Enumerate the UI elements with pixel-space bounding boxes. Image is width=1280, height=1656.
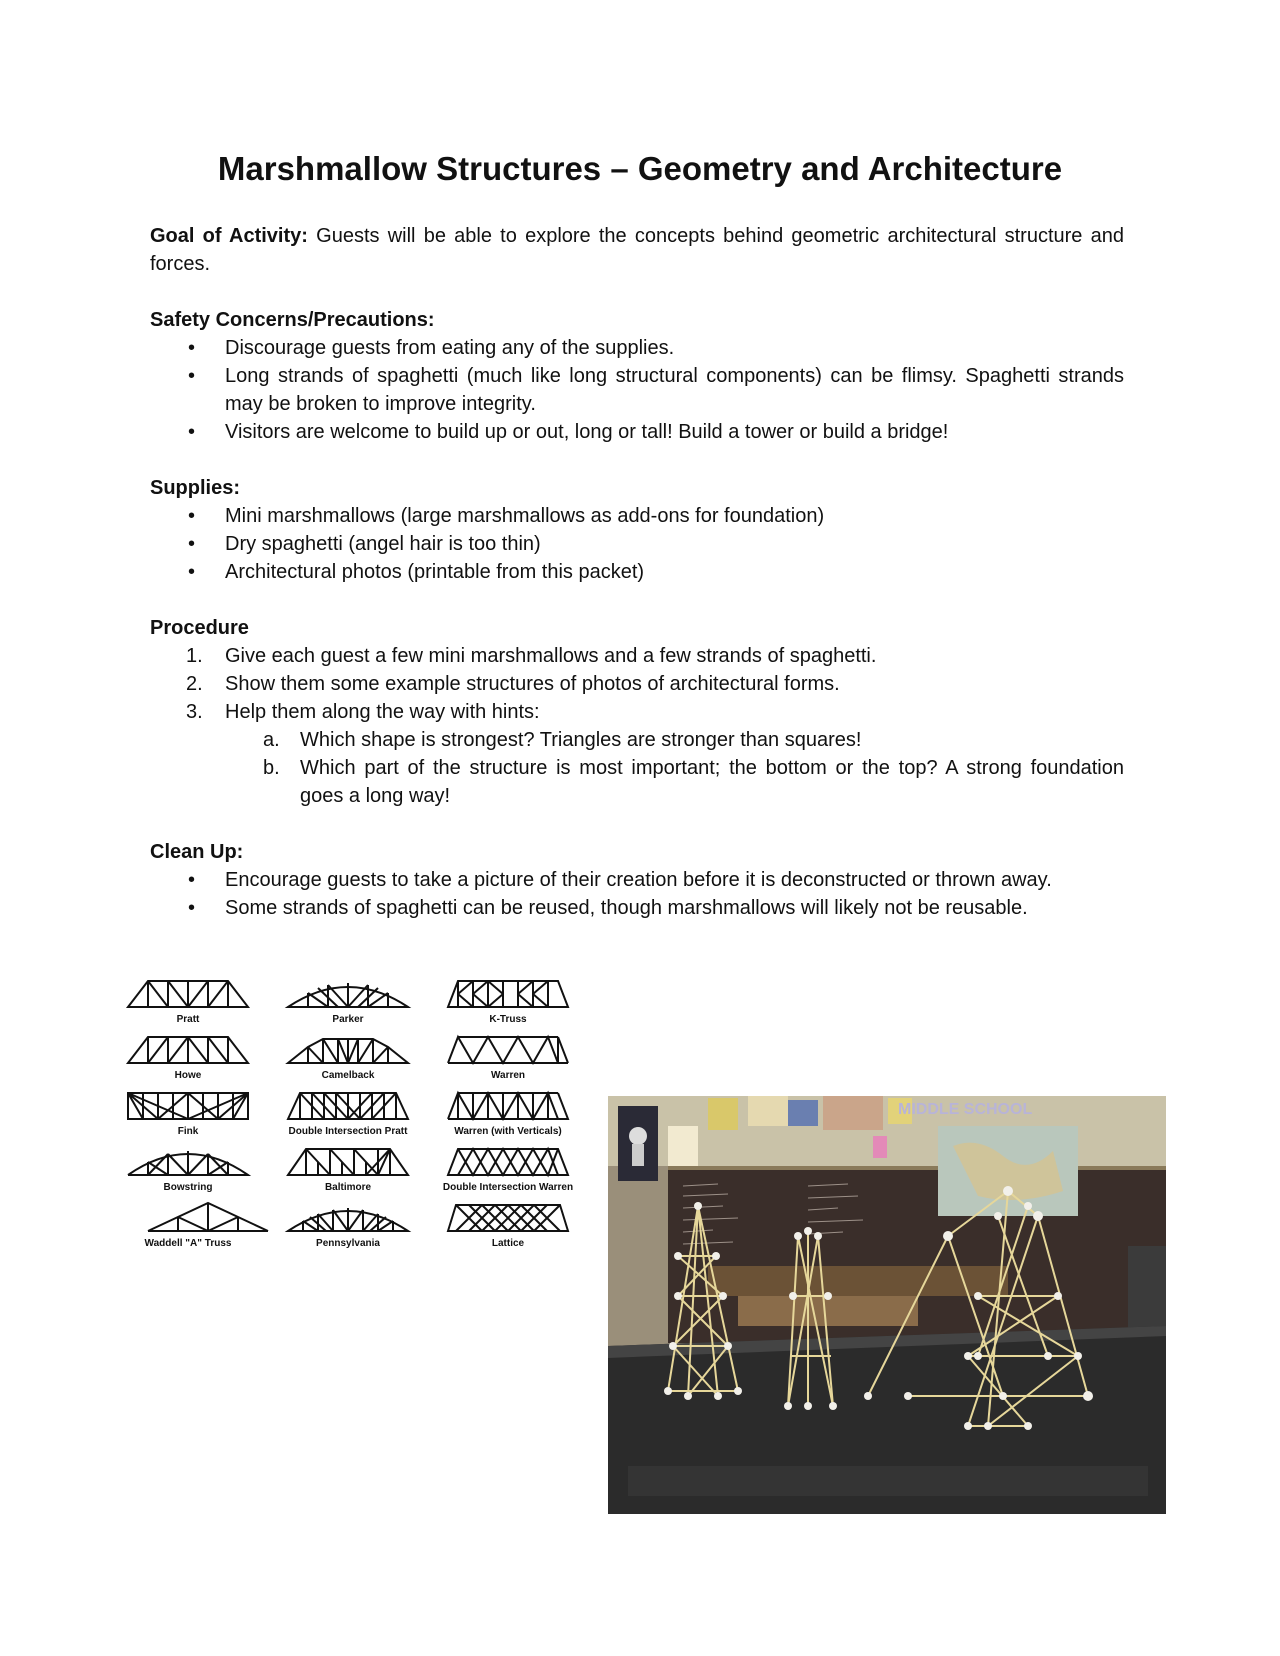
truss-label: Camelback (321, 1070, 375, 1081)
truss-waddell (148, 1203, 268, 1231)
classroom-structures-photo (608, 1096, 1166, 1514)
list-item: • Visitors are welcome to build up or out, long or tall! Build a tower or build a bridge! (150, 418, 1124, 446)
goal-section (150, 222, 1124, 278)
hint-letter: b. (263, 757, 280, 779)
truss-double-intersection-warren (448, 1149, 568, 1175)
truss-pratt (128, 981, 248, 1007)
procedure-steps (150, 642, 1124, 726)
procedure-heading: Procedure (150, 617, 249, 639)
procedure-section (150, 614, 1124, 810)
truss-label: Double Intersection Pratt (288, 1126, 408, 1137)
truss-label: Lattice (491, 1238, 525, 1249)
list-item: • Some strands of spaghetti can be reused, though marshmallows will likely not be reusable. (150, 894, 1124, 922)
list-item: • Dry spaghetti (angel hair is too thin) (150, 530, 1124, 558)
step-text: Give each guest a few mini marshmallows and a few strands of spaghetti. (225, 645, 877, 667)
list-item (150, 698, 1124, 726)
truss-howe (128, 1037, 248, 1063)
truss-fink (128, 1093, 248, 1119)
truss-parker (288, 983, 408, 1007)
hint-text: Which part of the structure is most important; the bottom or the top? A strong foundation goes a long way! (300, 757, 1124, 807)
list-item: • Mini marshmallows (large marshmallows as add-ons for foundation) (150, 502, 1124, 530)
truss-label: Double Intersection Warren (442, 1182, 574, 1193)
truss-types-diagram (122, 975, 582, 1260)
truss-label: Fink (177, 1126, 199, 1137)
truss-label: Warren (with Verticals) (454, 1126, 562, 1137)
list-item (150, 642, 1124, 670)
list-item: • Encourage guests to take a picture of their creation before it is deconstructed or thrown away. (150, 866, 1124, 894)
truss-label: Parker (332, 1014, 364, 1025)
truss-baltimore (288, 1149, 408, 1175)
supplies-section (150, 474, 1124, 586)
truss-double-intersection-pratt (288, 1093, 408, 1119)
page-title: Marshmallow Structures – Geometry and Architecture (217, 150, 1063, 187)
truss-diagram-svg (122, 975, 582, 1260)
step-number: 1. (186, 645, 203, 667)
step-text: Help them along the way with hints: (225, 701, 540, 723)
list-item (150, 670, 1124, 698)
truss-lattice (448, 1205, 568, 1231)
truss-label: Waddell "A" Truss (144, 1238, 232, 1249)
list-item: • Long strands of spaghetti (much like long structural components) can be flimsy. Spaghetti strands may be broken to improve integrity. (150, 362, 1124, 418)
truss-pennsylvania (288, 1208, 408, 1231)
truss-label: Pennsylvania (316, 1238, 380, 1249)
cleanup-section (150, 838, 1124, 922)
step-number: 3. (186, 701, 203, 723)
truss-bowstring (128, 1151, 248, 1175)
cleanup-list (150, 866, 1124, 922)
truss-label: Baltimore (324, 1182, 372, 1193)
truss-warren-verticals (448, 1093, 568, 1119)
truss-warren (448, 1037, 568, 1063)
photo-illustration (608, 1096, 1166, 1514)
safety-section (150, 306, 1124, 446)
truss-label: Bowstring (163, 1182, 213, 1193)
banner-text: MIDDLE SCHOOL (898, 1101, 1033, 1118)
list-item (150, 726, 1124, 754)
truss-camelback (288, 1039, 408, 1063)
supplies-heading: Supplies: (150, 477, 241, 499)
list-item: • Architectural photos (printable from this packet) (150, 558, 1124, 586)
safety-heading: Safety Concerns/Precautions: (150, 309, 435, 331)
hint-text: Which shape is strongest? Triangles are stronger than squares! (300, 729, 862, 751)
list-item: • Discourage guests from eating any of the supplies. (150, 334, 1124, 362)
goal-label: Goal of Activity: (150, 225, 308, 247)
truss-k (448, 981, 568, 1007)
safety-list (150, 334, 1124, 446)
truss-label: K-Truss (489, 1014, 527, 1025)
procedure-hints (150, 726, 1124, 810)
step-text: Show them some example structures of photos of architectural forms. (225, 673, 840, 695)
cleanup-heading: Clean Up: (150, 841, 244, 863)
goal-text: Guests will be able to explore the concepts behind geometric architectural structure and forces. (150, 225, 1124, 275)
supplies-list (150, 502, 1124, 586)
step-number: 2. (186, 673, 203, 695)
truss-label: Howe (174, 1070, 202, 1081)
list-item (150, 754, 1124, 810)
document-body (150, 222, 1124, 950)
truss-label: Warren (490, 1070, 526, 1081)
truss-label: Pratt (176, 1014, 200, 1025)
hint-letter: a. (263, 729, 280, 751)
